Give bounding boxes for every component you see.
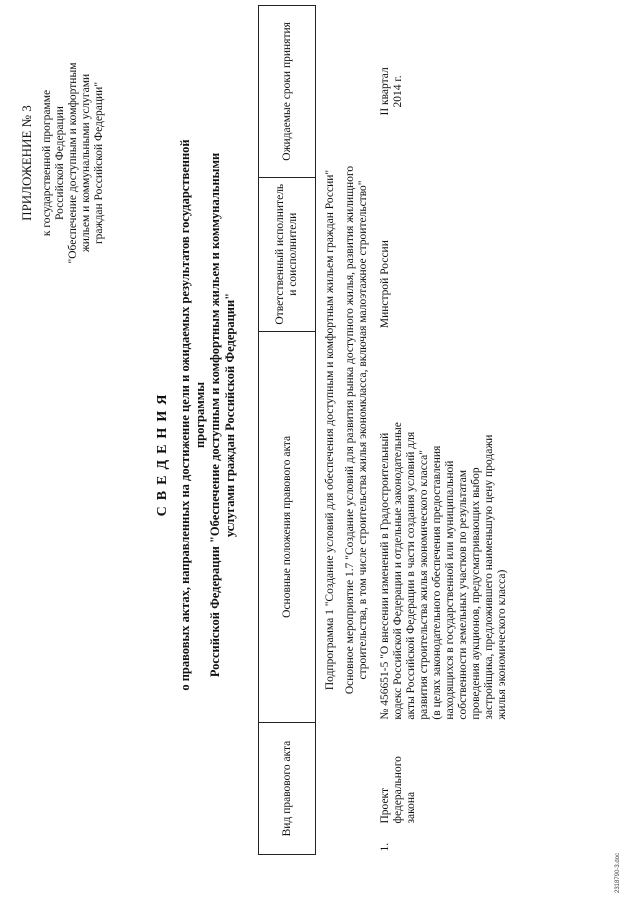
provisions-line: застройщика, предложившего наименьшую цену продажи	[483, 434, 495, 720]
document-subtitle	[178, 115, 238, 715]
provisions-line: акты Российской Федерации в части создания условий для	[405, 431, 417, 720]
responsible-value: Минстрой России	[379, 240, 391, 329]
measure-title	[338, 6, 371, 855]
header-terms: Ожидаемые сроки принятия	[259, 6, 316, 178]
subtitle-line: о правовых актах, направленных на достижение цели и ожидаемых результатов государственной программы	[178, 139, 207, 691]
provisions-cell	[371, 331, 510, 722]
act-type-line: закона	[405, 791, 417, 824]
subprogram-row	[316, 6, 339, 855]
term-line: 2014 г.	[392, 75, 404, 108]
provisions-line: развития строительства жилья экономического класса"	[418, 450, 430, 720]
header-provisions: Основные положения правового акта	[259, 331, 316, 722]
annex-line: к государственной программе	[41, 89, 53, 237]
provisions-line: находящихся в государственной или муниципальной	[444, 460, 456, 720]
table-row	[371, 6, 510, 855]
provisions-line: (в целях законодательного обеспечения предоставления	[431, 445, 443, 720]
provisions-line: проведения аукционов, предусматривающих выбор	[470, 467, 482, 720]
measure-row	[338, 6, 371, 855]
annex-line: жильем и коммунальными услугами	[80, 73, 92, 253]
measure-line: Основное мероприятие 1.7 "Создание условий для развития рынка доступного жилья, развития жилищного	[344, 165, 356, 695]
annex-number: ПРИЛОЖЕНИЕ № 3	[19, 105, 34, 221]
header-responsible: Ответственный исполнитель и соисполнители	[259, 177, 316, 331]
header-act-type: Вид правового акта	[259, 723, 316, 855]
annex-line: граждан Российской Федерации"	[93, 81, 105, 245]
row-number: 1.	[379, 842, 391, 852]
document-file-id: 2318790-3.doc	[615, 852, 621, 893]
term-cell	[371, 6, 510, 178]
annex-block	[20, 33, 106, 293]
subprogram-title: Подпрограмма 1 "Создание условий для обеспечения доступным и комфортным жильем граждан России"	[324, 169, 336, 691]
act-type-line: Проект	[379, 787, 391, 824]
act-type-line: федерального	[392, 756, 404, 824]
term-line: II квартал	[379, 67, 391, 116]
responsible-cell	[371, 177, 510, 331]
measure-line: строительства, в том числе строительства жилья экономкласса, включая малоэтажное строительство"	[357, 180, 369, 680]
provisions-line: собственности земельных участков по результатам	[457, 470, 469, 720]
act-type-cell	[371, 723, 510, 855]
table-header-row	[259, 6, 316, 855]
annex-line: Российской Федерации	[54, 106, 66, 220]
provisions-line: кодекс Российской Федерации и отдельные законодательные	[392, 422, 404, 720]
provisions-line: № 456651-5 "О внесении изменений в Градостроительный	[379, 432, 391, 720]
legal-acts-table	[258, 5, 510, 855]
subtitle-line: Российской Федерации "Обеспечение доступным и комфортным жильем и коммунальными	[208, 152, 222, 678]
annex-line: "Обеспечение доступным и комфортным	[67, 62, 79, 264]
provisions-line: жилья экономического класса)	[496, 569, 508, 720]
document-title: СВЕДЕНИЯ	[155, 388, 170, 517]
subtitle-line: услугами граждан Российской Федерации"	[223, 292, 237, 538]
